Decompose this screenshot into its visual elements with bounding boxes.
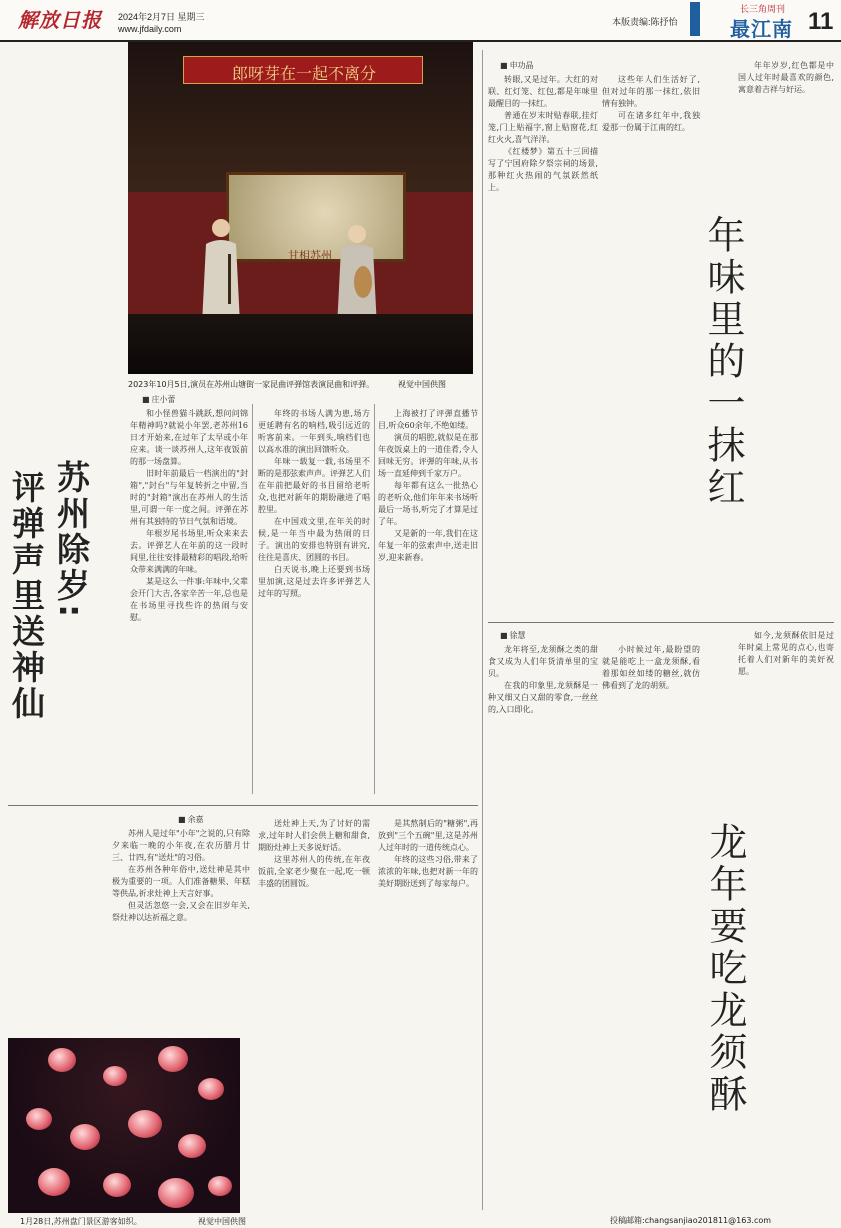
article-suzhou-body <box>130 408 248 798</box>
paragraph: 龙年将至,龙须酥之类的甜食又成为人们年货清单里的宝贝。 <box>488 645 598 678</box>
paragraph: 年根岁尾书场里,听众来来去去。评弹艺人在年前的这一段时间里,往往安排最精彩的唱段,给听众带来满满的年味。 <box>130 529 248 574</box>
byline-suzhou: ■ 庄小蕾 <box>142 394 176 405</box>
paragraph: 某是这么一件事:年味中,父辈会开门大吉,各家辛苦一年,总也是在书场里寻找些许的热闹与安慰。 <box>130 577 248 622</box>
paragraph: 在中国戏文里,在年关的时候,是一年当中最为热闹的日子。演出的安排也特别有讲究,往往是喜庆、团圆的书目。 <box>258 517 370 562</box>
lantern-icon <box>103 1173 131 1197</box>
paragraph: 转眼,又是过年。大红的对联、红灯笼、红包,都是年味里最醒目的一抹红。 <box>488 75 598 108</box>
headline-nian: 年味里的一抹红 <box>701 215 745 509</box>
paragraph: 但灵活忽悠一会,又会在旧岁年关,祭灶神以达祈福之意。 <box>112 901 250 922</box>
lantern-icon <box>38 1168 70 1196</box>
paragraph: 《红楼梦》第五十三回描写了宁国府除夕祭宗祠的场景,那种红火热闹的气氛跃然纸上。 <box>488 147 598 192</box>
lantern-icon <box>70 1124 100 1150</box>
page-number: 11 <box>808 8 834 35</box>
page-editor: 本版责编:陈抒怡 <box>612 17 678 27</box>
column-rule <box>374 404 375 794</box>
article-nian-body-2 <box>602 74 700 614</box>
paragraph: 在苏州各种年俗中,送灶神是其中极为重要的一项。人们准备糖果、年糕等供品,祈求灶神上天言好事。 <box>112 865 250 898</box>
paragraph: 旧时年前最后一档演出的"封箱","封台"与年复转折之中留,当时的"封箱"演出在苏州人的生活里,可谓一年一度之间。评弹在苏州有其独特的节日气氛和语境。 <box>130 469 248 526</box>
paragraph: 是其熬制后的"糖粥",再放到"三个五碗"里,这是苏州人过年时的一道传统点心。 <box>378 819 478 852</box>
issue-date: 2024年2月7日 星期三 <box>118 12 205 22</box>
weekly-label: 长三角周刊 <box>740 4 786 14</box>
paragraph: 年味一载复一载,书场里不断的是那弦索声声。评弹艺人们在年前把最好的书目留给老听众,也把对新年的期盼融进了唱腔里。 <box>258 457 370 514</box>
column-title: 最江南 <box>730 17 793 41</box>
byline-nian: ■ 申功晶 <box>500 60 534 71</box>
section-rule <box>488 622 834 623</box>
headline-suzhou-a: 苏州除岁: <box>52 460 91 621</box>
paragraph: 送灶神上天,为了讨好的需求,过年时人们会供上糖和甜食,期盼灶神上天多说好话。 <box>258 819 370 852</box>
lantern-icon <box>178 1134 206 1158</box>
photo-caption: 2023年10月5日,演员在苏州山塘街一家昆曲评弹馆表演昆曲和评弹。 <box>128 380 375 389</box>
lantern-icon <box>48 1048 76 1072</box>
byline-hu: ■ 余嘉 <box>178 814 204 825</box>
paragraph: 上海被打了评弹直播节目,听众60余年,不绝如缕。 <box>378 409 478 430</box>
lantern-icon <box>158 1178 194 1208</box>
paragraph: 这些年人们生活好了,但对过年的那一抹红,依旧情有独钟。 <box>602 75 700 108</box>
submission-email[interactable]: 投稿邮箱:changsanjiao201811@163.com <box>610 1216 772 1225</box>
lantern-icon <box>128 1110 162 1138</box>
byline-long: ■ 徐慧 <box>500 630 526 641</box>
paragraph: 又是新的一年,我们在这年复一年的弦索声中,送走旧岁,迎来新春。 <box>378 529 478 562</box>
paragraph: 在我的印象里,龙须酥是一种又细又白又甜的零食,一丝丝的,入口即化。 <box>488 681 598 714</box>
article-nian-body <box>488 74 598 614</box>
article-bottom-col2 <box>258 818 370 1210</box>
paragraph: 苏州人是过年"小年"之说的,只有除夕来临一晚的小年夜,在农历腊月廿三、廿四,有"送灶"的习俗。 <box>112 829 250 862</box>
website-link[interactable]: www.jfdaily.com <box>118 24 182 34</box>
audience-silhouette <box>128 314 473 374</box>
newspaper-logo: 解放日报 <box>18 8 102 32</box>
lantern-credit: 视觉中国供图 <box>198 1217 246 1226</box>
paragraph: 这里苏州人的传统,在年夜饭前,全家老少聚在一起,吃一顿丰盛的团圆饭。 <box>258 855 370 888</box>
paragraph: 和小怪兽猫斗跳跃,想问问锦年精神吗?就说小年罢,老苏州16日才开始来,在过年了太早或小年应来。谈一谈苏州人,这年夜饭前的那一场盘算。 <box>130 409 248 466</box>
photo-credit: 视觉中国供图 <box>398 380 446 389</box>
lantern-photo <box>8 1038 240 1213</box>
paragraph: 白天说书,晚上还要到书场里加演,这是过去许多评弹艺人过年的写照。 <box>258 565 370 598</box>
headline-suzhou-b: 评弹声里送神仙 <box>7 470 46 722</box>
masthead <box>0 0 841 42</box>
article-bottom-col3 <box>378 818 478 1210</box>
lantern-icon <box>103 1066 127 1086</box>
article-col2 <box>258 408 370 798</box>
stage-banner <box>183 56 423 84</box>
article-long-body-2 <box>602 644 700 1204</box>
lantern-icon <box>158 1046 188 1072</box>
paragraph: 普通在岁末时贴春联,挂灯笼,门上贴福字,窗上贴窗花,红红火火,喜气洋洋。 <box>488 111 598 144</box>
paragraph: 每年都有这么一批热心的老听众,他们年年来书场听最后一场书,听完了才算是过了年。 <box>378 481 478 526</box>
screen-caption: 甘相苏州 <box>288 249 332 262</box>
article-nian-body-3 <box>738 60 834 610</box>
paragraph: 如今,龙须酥依旧是过年时桌上常见的点心,也寄托着人们对新年的美好祝愿。 <box>738 631 834 676</box>
paragraph: 小时候过年,最盼望的就是能吃上一盒龙须酥,看着那如丝如缕的糖丝,就仿佛看到了龙的胡须。 <box>602 645 700 690</box>
headline-long: 龙年要吃龙须酥 <box>703 822 747 1116</box>
section-rule <box>8 805 478 806</box>
article-hu-body <box>112 828 250 1033</box>
column-rule <box>252 404 253 794</box>
paragraph: 可在诸多红年中,我独爱那一份属于江南的红。 <box>602 111 700 132</box>
page-divider <box>482 50 483 1210</box>
paragraph: 年年岁岁,红色都是中国人过年时最喜欢的颜色,寓意着吉祥与好运。 <box>738 61 834 94</box>
article-long-body-3 <box>738 630 834 1210</box>
paragraph: 年终的书场人满为患,场方更延聘有名的响档,吸引远近的听客前来。一年到头,响档们也以高水准的演出回馈听众。 <box>258 409 370 454</box>
column-accent-bar <box>690 2 700 36</box>
stage-banner-text: 郎呀芽在一起不离分 <box>231 64 376 83</box>
lantern-icon <box>26 1108 52 1130</box>
paragraph: 演员的唱腔,就似是在那年夜饭桌上的一道佳肴,令人回味无穷。评弹的年味,从书场一直延伸到千家万户。 <box>378 433 478 478</box>
lantern-caption: 1月28日,苏州盘门景区游客如织。 <box>20 1217 142 1226</box>
lantern-icon <box>198 1078 224 1100</box>
pingtan-photo <box>128 42 473 374</box>
article-long-body <box>488 644 598 1204</box>
paragraph: 年终的这些习俗,带来了浓浓的年味,也把对新一年的美好期盼送到了每家每户。 <box>378 855 478 888</box>
article-col3 <box>378 408 478 798</box>
lantern-icon <box>208 1176 232 1196</box>
